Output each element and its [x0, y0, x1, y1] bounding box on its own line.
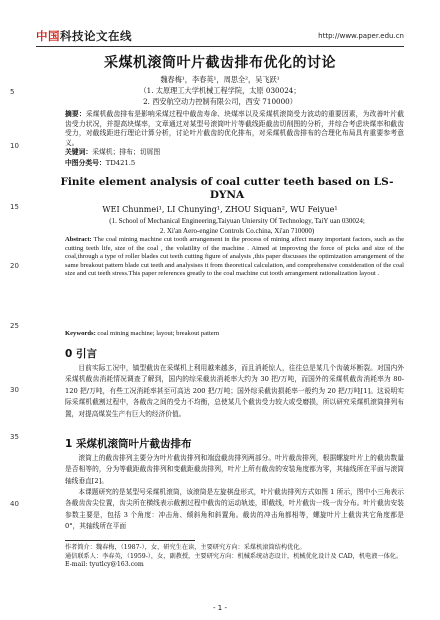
logo-red-text: 中国 — [36, 29, 60, 43]
keywords-chinese — [65, 148, 404, 158]
clc-label: 中图分类号： — [65, 159, 106, 167]
footnotes — [65, 544, 404, 570]
authors-english: WEI Chunmei¹, LI Chunying¹, ZHOU Siquan², WU Feiyue¹ — [102, 205, 338, 214]
line-number: 5 — [10, 88, 15, 96]
clc-text: TD421.5 — [105, 159, 136, 167]
abstract-chinese — [65, 110, 404, 148]
title-english: Finite element analysis of coal cutter teeth based on LS-DYNA — [60, 176, 394, 201]
section-1-heading: 1 采煤机滚筒叶片截齿排布 — [65, 438, 192, 450]
abstract-english-text: The coal mining machine cut tooth arrangement in the process of mining affect many important factors, such as the cutting teeth life, size of the coal , the volatility of the machine . Aimed at improving the force of picks and size of the coal,through a type of roller blades cut teeth cutting figure of analysis ,this paper discusses the optimization arrangement of the same breakout pattern blade cut teeth and analysises it from theoretical calculation, and comprehensive consideration of the coal size and cut teeth stress.This paper references greatly to the coal machine cut tooth arrangement rationalization layout . — [65, 236, 404, 278]
keywords-english-label: Keywords: — [65, 330, 96, 337]
site-url[interactable]: http://www.paper.edu.cn — [318, 32, 404, 40]
keywords-chinese-text: 采煤机；排布；切屑图 — [92, 148, 161, 156]
affiliation-chinese-1: （1. 太原理工大学机械工程学院，太原 030024； — [139, 86, 301, 95]
abstract-english — [65, 236, 404, 279]
page-number: - 1 - — [213, 604, 227, 612]
affiliation-english-2: 2. Xi'an Aero-engine Controls Co.china, Xi'an 710000) — [159, 227, 315, 235]
affiliation-english-1: (1. School of Mechanical Engineering,Taiyuan Uniersity Of Technology, TaiY uan 030024; — [109, 217, 365, 225]
line-number: 40 — [10, 500, 19, 508]
section-1-body-2: 本课题研究的是某型号采煤机滚筒，该滚筒是左旋棋盘形式，叶片截齿排列方式如图 1 所示，图中小三角表示各截齿齿尖位置，齿尖所在横线表示截割过程中截齿的运动轨迹，即截线，叶片截齿一线一齿分布。叶片截齿安装参数主要是，包括 3 个角度：冲击角、倾斜角和斜置角。截齿的冲击角都相等，螺旋叶片上截齿其它角度都是 0°，其轴线所在平面 — [65, 488, 404, 531]
line-number: 10 — [10, 142, 19, 150]
section-1-body-1: 滚筒上的截齿排列主要分为叶片截齿排列和端盘截齿排列两部分。叶片截齿排列，根据螺旋叶片上的截齿数量是否相等的，分为等截距截齿排列和变截距截齿排列，叶片上所有截齿的安装角度都为零，其轴线所在平面与滚筒轴线垂直[2]。 — [65, 454, 404, 485]
header-bar — [36, 28, 404, 47]
title-chinese: 采煤机滚筒叶片截齿排布优化的讨论 — [104, 55, 336, 71]
authors-chinese: 魏春梅¹，李春英¹，周思全²，吴飞跃¹ — [160, 75, 280, 84]
keywords-english-text: coal mining machine; layout; breakout pattern — [95, 330, 220, 337]
clc-number — [65, 159, 404, 169]
logo-dark-text: 科技论文在线 — [60, 29, 132, 43]
footnote-author: 作者简介：魏春梅，（1987-），女，研究生在读，主要研究方向：采煤机滚筒结构优化。 — [65, 544, 306, 551]
footnote-divider — [65, 540, 195, 541]
section-0-body: 目前实际工况中，镐型截齿在采煤机上利用越来越多，而且消耗惊人，往往总是某几个齿破坏断裂。对国内外采煤机截齿消耗情况调查了解到，国内的综采截齿消耗率大约为 30 把/万吨，而国外的采煤机截齿消耗率为 80-120 把/万吨，有些工况消耗率甚至可高达 200 把/万吨；国外综采截齿损耗率一般约为 20 把/万吨[1]。这说明实际采煤机截割过程中，各截齿之间的受力不均衡，总使某几个截齿受力较大或受磨损，所以研究采煤机滚筒排列布置，对提高煤炭生产有巨大的经济价值。 — [65, 364, 404, 418]
line-number: 35 — [10, 433, 19, 441]
footnote-contact: 通信联系人：李春英，（1959-），女，副教授，主要研究方向：机械系统动态设计，机械优化设计及 CAD，机电液一体化。E-mail: tyutlcy@163.com — [65, 552, 403, 569]
abstract-english-label: Abstract: — [65, 236, 92, 243]
abstract-chinese-label: 摘要： — [65, 110, 86, 118]
site-logo[interactable] — [36, 28, 132, 44]
line-number: 30 — [10, 386, 19, 394]
affiliation-chinese-2: 2. 西安航空动力控制有限公司，西安 710000） — [143, 97, 297, 106]
line-number: 25 — [10, 322, 19, 330]
keywords-english — [65, 330, 404, 339]
keywords-chinese-label: 关键词： — [65, 148, 93, 156]
abstract-chinese-text: 采煤机截齿排布是影响采煤过程中截齿寿命、块煤率以及采煤机滚筒受力波动的重要因素，为改善叶片截齿受力状况，并提高块煤率，文章通过对某型号滚筒叶片等截线距截齿切削图的分析，并综合考虑块煤率和截齿受力，对截线距进行理论计算分析，讨论叶片截齿的优化排布，对采煤机截齿排布的合理化布局具有重要参考意义。 — [65, 110, 405, 147]
line-number: 20 — [10, 262, 19, 270]
line-number: 15 — [10, 203, 19, 211]
section-0-heading: 0 引言 — [65, 348, 97, 360]
